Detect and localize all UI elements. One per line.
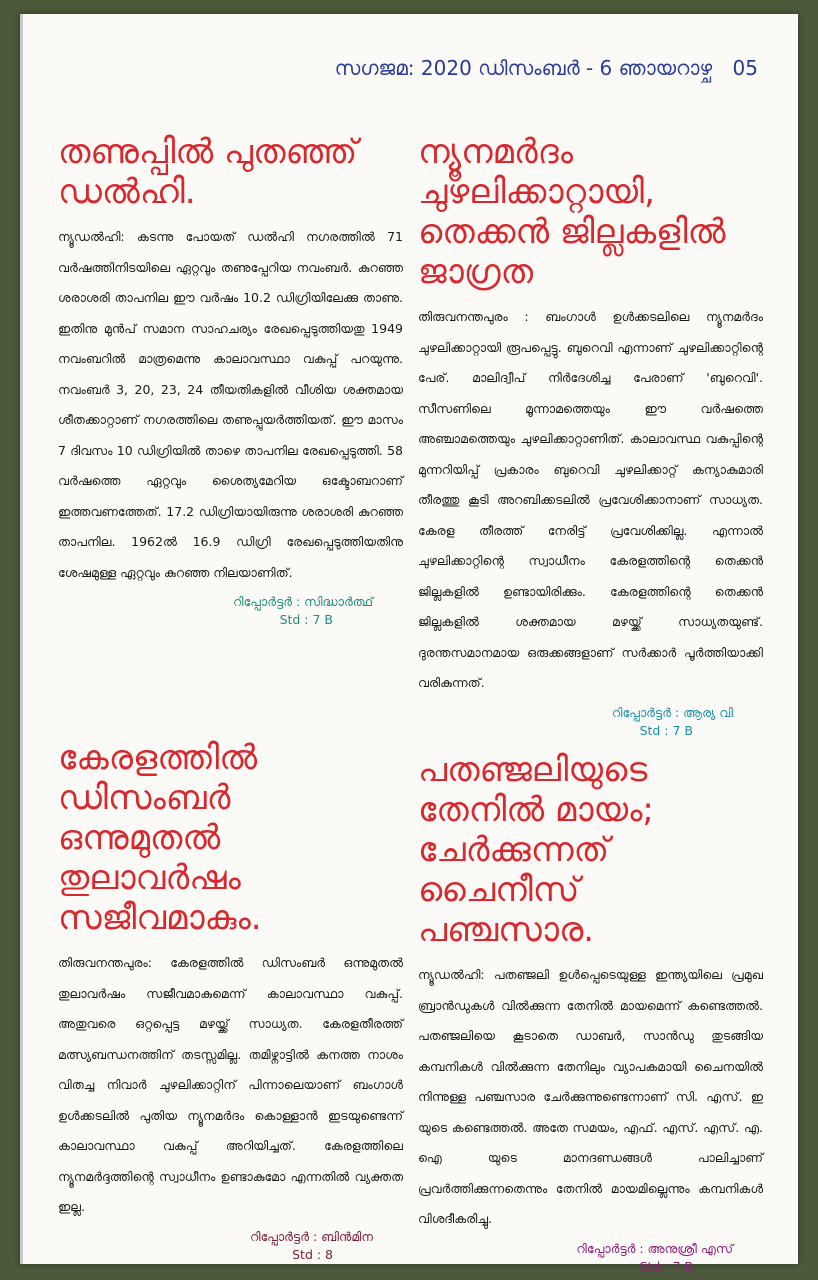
article-headline: തണുപ്പിൽ പുതഞ്ഞ് ഡൽഹി. xyxy=(58,132,358,212)
article-reporter: റിപ്പോർട്ടർ : സിദ്ധാർത്ഥ് xyxy=(233,594,373,609)
masthead-title: സഗജമ: 2020 ഡിസംബർ - 6 ഞായറാഴ്ച xyxy=(334,56,713,80)
article-body: ന്യൂഡൽഹി: പതഞ്ജലി ഉൾപ്പെടെയുള്ള ഇന്ത്യയിലെ പ്രമുഖ ബ്രാൻഡുകൾ വിൽക്കുന്ന തേനിൽ മായമെന്ന് കണ്ടെത്തൽ. പതഞ്ജലിയെ കൂടാതെ ഡാബർ, സാൻഡു തുടങ്ങിയ കമ്പനികൾ വിൽക്കുന്ന തേനിലും വ്യാപകമായി ചൈനയിൽ നിന്നുള്ള പഞ്ചസാര ചേർക്കുന്നുണ്ടെന്നാണ് സി. എസ്. ഇ യുടെ കണ്ടെത്തൽ. അതേ സമയം, എഫ്. എസ്. എസ്. എ. ഐ യുടെ മാനദണ്ഡങ്ങൾ പാലിച്ചാണ് പ്രവർത്തിക്കുന്നതെന്നും തേനിൽ മായമില്ലെന്നും കമ്പനികൾ വിശദീകരിച്ചു. xyxy=(418,967,763,1226)
masthead xyxy=(335,56,758,80)
newspaper-page xyxy=(20,14,798,1274)
article-std: Std : 7 B xyxy=(639,1258,693,1274)
article-headline: പതഞ്ജലിയുടെ തേനിൽ മായം; ചേർക്കുന്നത് ചൈനീസ് പഞ്ചസാര. xyxy=(418,750,654,950)
article-body: തിരുവനന്തപുരം: കേരളത്തിൽ ഡിസംബർ ഒന്നുമുതൽ തുലാവർഷം സജീവമാകുമെന്ന് കാലാവസ്ഥാ വകുപ്പ്. അതുവരെ ഒറ്റപ്പെട്ട മഴയ്ക്ക് സാധ്യത. കേരളതീരത്ത് മത്സ്യബന്ധനത്തിന് തടസ്സമില്ല. തമിഴ്നാട്ടിൽ കനത്ത നാശം വിതച്ച നിവാർ ചുഴലിക്കാറ്റിന് പിന്നാലെയാണ് ബംഗാൾ ഉൾക്കടലിൽ പുതിയ ന്യൂനമർദം കൊള്ളാൻ ഇടയുണ്ടെന്ന് കാലാവസ്ഥാ വകുപ്പ് അറിയിച്ചത്. കേരളത്തിലെ ന്യൂനമർദ്ദത്തിന്റെ സ്വാധീനം ഉണ്ടാകുമോ എന്നതിൽ വ്യക്തത ഇല്ല. xyxy=(58,955,403,1214)
article-body: തിരുവനന്തപുരം : ബംഗാൾ ഉൾക്കടലിലെ ന്യൂനമർദം ചുഴലിക്കാറ്റായി രൂപപ്പെട്ടു. ബുറെവി എന്നാണ് ചുഴലിക്കാറ്റിന്റെ പേര്. മാലിദ്വീപ് നിർദേശിച്ച പേരാണ് 'ബുറെവി'. സീസണിലെ മൂന്നാമത്തെയും ഈ വർഷത്തെ അഞ്ചാമത്തെയും ചുഴലിക്കാറ്റാണിത്. കാലാവസ്ഥ വകുപ്പിന്റെ മുന്നറിയിപ്പ് പ്രകാരം ബുറെവി ചുഴലിക്കാറ്റ് കന്യാകുമാരി തീരത്തു കൂടി അറബിക്കടലിൽ പ്രവേശിക്കാനാണ് സാധ്യത. കേരള തീരത്ത് നേരിട്ട് പ്രവേശിക്കില്ല. എന്നാൽ ചുഴലിക്കാറ്റിന്റെ സ്വാധീനം കേരളത്തിന്റെ തെക്കൻ ജില്ലകളിൽ ഉണ്ടായിരിക്കും. കേരളത്തിന്റെ തെക്കൻ ജില്ലകളിൽ ശക്തമായ മഴയ്ക്ക് സാധ്യതയുണ്ട്. ദുരന്തസമാനമായ ഒരുക്കങ്ങളാണ് സർക്കാർ പൂർത്തിയാക്കി വരികുന്നത്. xyxy=(418,309,763,690)
article-headline: ന്യൂനമർദം ചുഴലിക്കാറ്റായി, തെക്കൻ ജില്ലകളിൽ ജാഗ്രത xyxy=(418,132,726,292)
article-body: ന്യൂഡൽഹി: കടന്നു പോയത് ഡൽഹി നഗരത്തിൽ 71 വർഷത്തിനിടയിലെ ഏറ്റവും തണുപ്പേറിയ നവംബർ. കുറഞ്ഞ ശരാശരി താപനില ഈ വർഷം 10.2 ഡിഗ്രിയിലേക്കു താണു. ഇതിനു മുൻപ് സമാന സാഹചര്യം രേഖപ്പെടുത്തിയതു 1949 നവംബറിൽ മാത്രമെന്നു കാലാവസ്ഥാ വകുപ്പ് പറയുന്നു. നവംബർ 3, 20, 23, 24 തീയതികളിൽ വീശിയ ശക്തമായ ശീതക്കാറ്റാണ് നഗരത്തിലെ തണുപ്പുയർത്തിയത്. ഈ മാസം 7 ദിവസം 10 ഡിഗ്രിയിൽ താഴെ താപനില രേഖപ്പെടുത്തി. 58 വർഷത്തെ ഏറ്റവും ശൈത്യമേറിയ ഒക്ടോബറാണ് ഇത്തവണത്തേത്. 17.2 ഡിഗ്രിയായിരുന്നു ശരാശരി കുറഞ്ഞ താപനില. 1962ൽ 16.9 ഡിഗ്രി രേഖപ്പെടുത്തിയതിനു ശേഷമുള്ള ഏറ്റവും കുറഞ്ഞ നിലയാണിത്. xyxy=(58,229,403,580)
article-burevi-cyclone xyxy=(418,132,763,738)
article-std: Std : 7 B xyxy=(639,722,693,738)
article-headline: കേരളത്തിൽ ഡിസംബർ ഒന്നുമുതൽ തുലാവർഷം സജീവമാകും. xyxy=(58,738,262,938)
article-kerala-monsoon xyxy=(58,738,403,1262)
article-reporter: റിപ്പോർട്ടർ : ആര്യ വി xyxy=(611,704,733,720)
article-std: Std : 8 xyxy=(292,1246,333,1262)
article-patanjali-honey xyxy=(418,750,763,1274)
page-number: 05 xyxy=(732,56,758,80)
article-delhi-cold xyxy=(58,132,403,627)
article-std: Std : 7 B xyxy=(279,612,333,627)
article-reporter: റിപ്പോർട്ടർ : അനുശ്രീ എസ് xyxy=(576,1240,733,1256)
article-reporter: റിപ്പോർട്ടർ : ബിൻമിന xyxy=(249,1228,373,1244)
margin-rule xyxy=(20,14,23,1264)
